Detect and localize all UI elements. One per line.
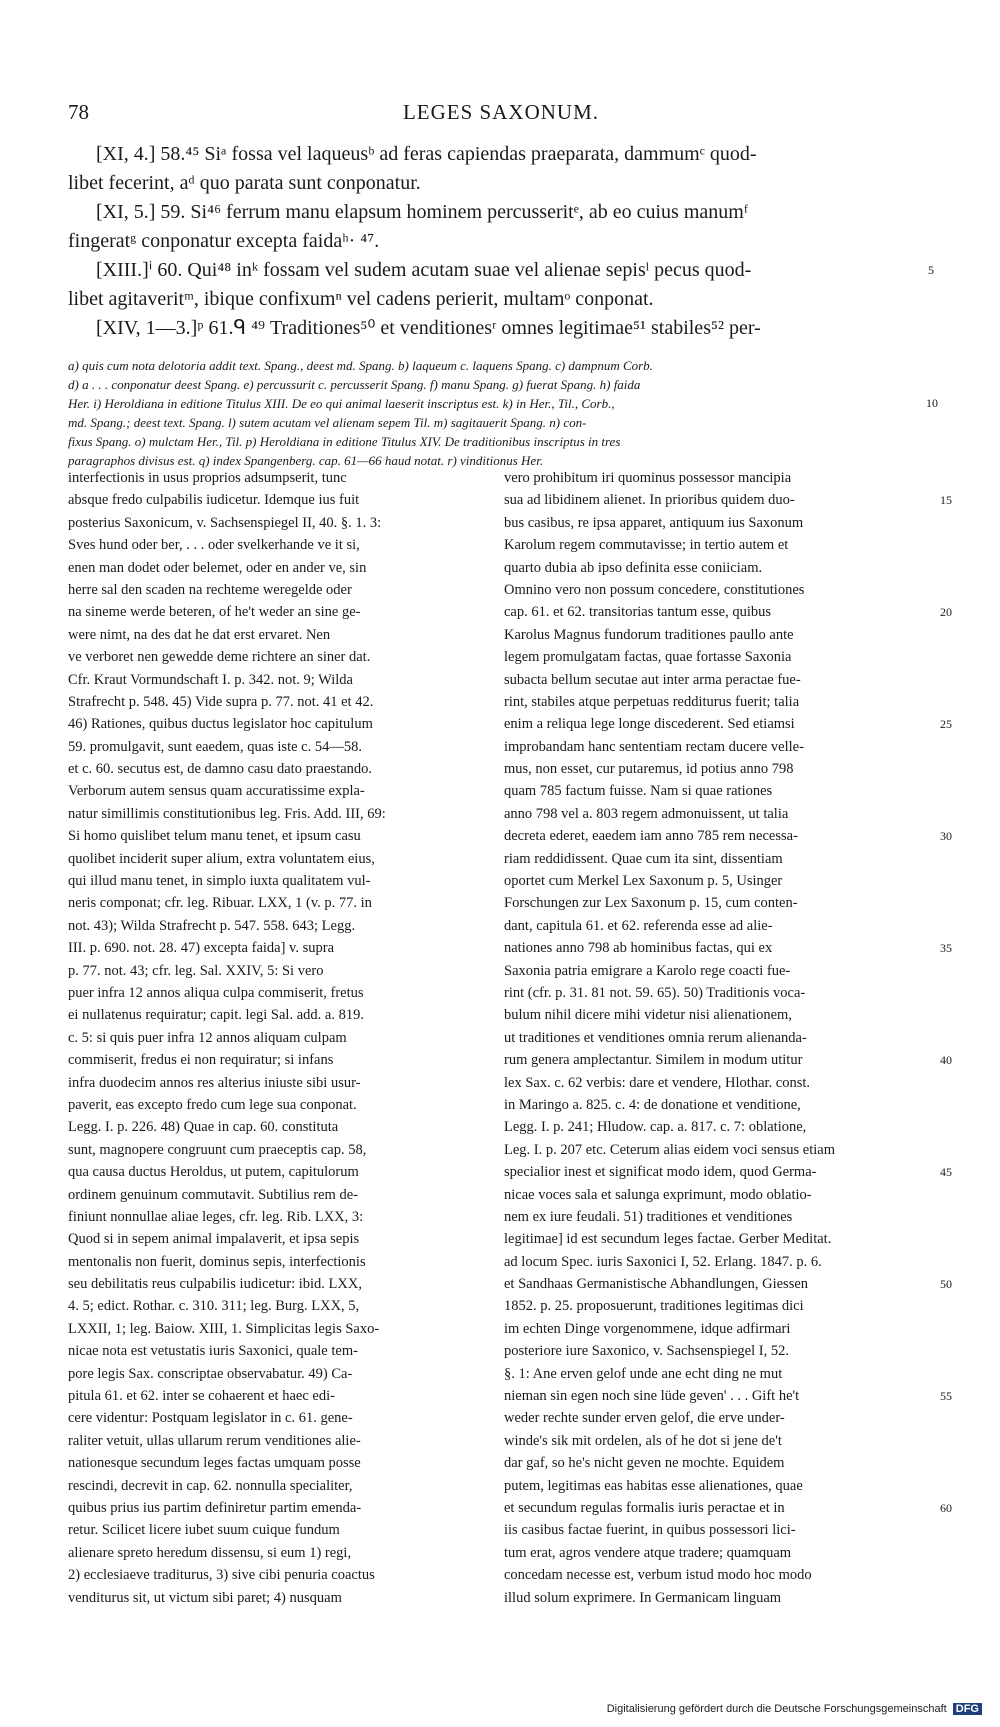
right-column-line — [504, 825, 952, 847]
left-column-line-text: quibus prius ius partim definiretur partim emenda- — [68, 1499, 362, 1516]
law-line-text: libet agitaveritᵐ, ibique confixumⁿ vel cadens perierit, multamᵒ conponat. — [68, 288, 654, 310]
right-column-line — [504, 1094, 924, 1116]
right-column-line-text: subacta bellum secutae aut inter arma peractae fue- — [504, 671, 801, 688]
left-column-line — [68, 1251, 488, 1273]
left-column-line-text: rescindi, decrevit in cap. 62. nonnulla specialiter, — [68, 1477, 353, 1494]
right-column-line — [504, 1542, 924, 1564]
law-line — [68, 140, 934, 169]
left-column-line-text: pore legis Sax. conscriptae observabatur. 49) Ca- — [68, 1365, 353, 1382]
right-column-line — [504, 1027, 924, 1049]
left-column-line-text: p. 77. not. 43; cfr. leg. Sal. XXIV, 5: Si vero — [68, 962, 324, 979]
left-column-line-text: III. p. 690. not. 28. 47) excepta faida] v. supra — [68, 940, 335, 957]
left-column-line — [68, 982, 488, 1004]
right-column-line-text: bulum nihil dicere mihi videtur nisi alienationem, — [504, 1007, 792, 1024]
right-column-line-text: rint (cfr. p. 31. 81 not. 59. 65). 50) Traditionis voca- — [504, 984, 806, 1001]
left-column-line-text: enen man dodet oder belemet, oder en ander ve, sin — [68, 559, 367, 576]
left-column-line-text: not. 43); Wilda Strafrecht p. 547. 558. 643; Legg. — [68, 917, 356, 934]
left-column-line — [68, 1139, 488, 1161]
left-column-line — [68, 1497, 488, 1519]
right-column-line — [504, 1116, 924, 1138]
left-column-line-text: LXXII, 1; leg. Baiow. XIII, 1. Simplicitas legis Saxo- — [68, 1320, 380, 1337]
right-column-line — [504, 1497, 952, 1519]
line-number: 30 — [940, 829, 952, 844]
left-column-line — [68, 848, 488, 870]
right-column-line-text: sua ad libidinem alienet. In prioribus quidem duo- — [504, 492, 795, 509]
left-column-line-text: 59. promulgavit, sunt eaedem, quas iste c. 54—58. — [68, 738, 362, 755]
left-column-line-text: mentonalis non fuerit, dominus sepis, interfectionis — [68, 1253, 366, 1270]
left-column-line — [68, 1407, 488, 1429]
law-line — [68, 314, 934, 343]
left-column-line — [68, 669, 488, 691]
left-column-line — [68, 1004, 488, 1026]
left-column-line — [68, 646, 488, 668]
line-number: 50 — [940, 1277, 952, 1292]
right-column-line — [504, 780, 924, 802]
right-column-line-text: im echten Dinge vorgenommene, idque adfirmari — [504, 1320, 791, 1337]
right-column-line-text: cap. 61. et 62. transitorias tantum esse, quibus — [504, 604, 771, 621]
left-column-line-text: nicae nota est vetustatis iuris Saxonici, quale tem- — [68, 1343, 358, 1360]
line-number: 60 — [940, 1500, 952, 1515]
right-column-line-text: quarto dubia ab ipso definita esse coniiciam. — [504, 559, 763, 576]
right-column-line — [504, 713, 952, 735]
left-column-line — [68, 1363, 488, 1385]
left-column-line-text: ve verboret nen gewedde deme richtere an siner dat. — [68, 649, 371, 666]
left-column-line-text: alienare spreto heredum dissensu, si eum 1) regi, — [68, 1544, 352, 1561]
right-column-line — [504, 1184, 924, 1206]
left-column-line — [68, 892, 488, 914]
line-number: 20 — [940, 605, 952, 620]
law-line-text: [XI, 5.] 59. Si⁴⁶ ferrum manu elapsum hominem percusseritᵉ, ab eo cuius manumᶠ — [96, 201, 748, 223]
right-column-line-text: nieman sin egen noch sine lüde geven' . . . Gift he't — [504, 1388, 800, 1405]
left-column-line-text: natur simillimis constitutionibus leg. Fris. Add. III, 69: — [68, 805, 386, 822]
right-column-line-text: nem ex iure feudali. 51) traditiones et venditiones — [504, 1208, 793, 1225]
left-column-line — [68, 937, 488, 959]
right-column-line — [504, 1049, 952, 1071]
right-column-line-text: Omnino vero non possum concedere, constitutiones — [504, 581, 805, 598]
right-column-line — [504, 1564, 924, 1586]
line-number: 5 — [928, 263, 934, 277]
left-column-line — [68, 1587, 488, 1609]
left-column-line — [68, 803, 488, 825]
right-column-line-text: improbandam hanc sententiam rectam ducere velle- — [504, 738, 804, 755]
left-column-line-text: 46) Rationes, quibus ductus legislator hoc capitulum — [68, 716, 373, 733]
left-column-line — [68, 1519, 488, 1541]
left-column-line — [68, 1295, 488, 1317]
left-column-line — [68, 1430, 488, 1452]
left-column-line — [68, 1564, 488, 1586]
law-line — [68, 285, 934, 314]
right-column-line — [504, 1452, 924, 1474]
left-column-line — [68, 1228, 488, 1250]
right-column-line-text: anno 798 vel a. 803 regem admonuissent, ut talia — [504, 805, 789, 822]
right-column-line — [504, 1519, 924, 1541]
line-number: 40 — [940, 1053, 952, 1068]
right-column-line-text: oportet cum Merkel Lex Saxonum p. 5, Usinger — [504, 873, 783, 890]
right-column-line — [504, 691, 924, 713]
right-column-line-text: iis casibus factae fuerint, in quibus possessori lici- — [504, 1522, 796, 1539]
right-column-line — [504, 1363, 924, 1385]
right-column-line-text: Legg. I. p. 241; Hludow. cap. a. 817. c. 7: oblatione, — [504, 1119, 807, 1136]
law-text-block — [68, 140, 934, 343]
right-column-line-text: Karolum regem commutavisse; in tertio autem et — [504, 537, 789, 554]
left-column-line-text: raliter vetuit, ullas ullarum rerum venditiones alie- — [68, 1432, 361, 1449]
left-column-line — [68, 713, 488, 735]
right-column-line — [504, 915, 924, 937]
left-column-line-text: Quod si in sepem animal impalaverit, et ipsa sepis — [68, 1231, 360, 1248]
right-column-line — [504, 937, 952, 959]
left-column-line — [68, 825, 488, 847]
right-column-line — [504, 1340, 924, 1362]
left-column-line — [68, 736, 488, 758]
left-column-line-text: finiunt nonnullae aliae leges, cfr. leg. Rib. LXX, 3: — [68, 1208, 364, 1225]
right-column-line-text: putem, legitimas eas habitas esse alienationes, quae — [504, 1477, 803, 1494]
right-column-line — [504, 1430, 924, 1452]
left-column-line — [68, 1206, 488, 1228]
right-column-line — [504, 803, 924, 825]
left-column-line — [68, 1049, 488, 1071]
left-column-line-text: qui illud manu tenet, in simplo iuxta qualitatem vul- — [68, 873, 371, 890]
law-line — [68, 198, 934, 227]
left-column-line-text: Cfr. Kraut Vormundschaft I. p. 342. not. 9; Wilda — [68, 671, 353, 688]
right-column-line — [504, 982, 924, 1004]
right-column-line — [504, 534, 924, 556]
digitization-credit — [607, 1703, 982, 1715]
left-column-line — [68, 1184, 488, 1206]
right-column-line — [504, 579, 924, 601]
left-column-line-text: c. 5: si quis puer infra 12 annos aliquam culpam — [68, 1029, 347, 1046]
left-column-line-text: seu debilitatis reus culpabilis iudicetur: ibid. LXX, — [68, 1276, 362, 1293]
right-column-line — [504, 1407, 924, 1429]
left-column-line-text: 2) ecclesiaeve traditurus, 3) sive cibi penuria coactus — [68, 1567, 375, 1584]
left-column-line — [68, 1452, 488, 1474]
credit-text: Digitalisierung gefördert durch die Deutsche Forschungsgemeinschaft — [606, 1703, 947, 1715]
apparatus-line — [68, 356, 934, 375]
left-column-line-text: commiserit, fredus ei non requiratur; si infans — [68, 1052, 334, 1069]
left-column-line — [68, 780, 488, 802]
left-column-line-text: 4. 5; edict. Rothar. c. 310. 311; leg. Burg. LXX, 5, — [68, 1298, 360, 1315]
left-column-line-text: qua causa ductus Heroldus, ut putem, capitulorum — [68, 1164, 359, 1181]
left-column-line — [68, 1116, 488, 1138]
apparatus-line — [68, 375, 934, 394]
right-column-line — [504, 1251, 924, 1273]
left-column-line — [68, 601, 488, 623]
left-column-line-text: Verborum autem sensus quam accuratissime expla- — [68, 783, 365, 800]
right-column-line-text: ad locum Spec. iuris Saxonici I, 52. Erlang. 1847. p. 6. — [504, 1253, 822, 1270]
right-column-line-text: tum erat, agros vendere atque tradere; quamquam — [504, 1544, 792, 1561]
right-column-line — [504, 960, 924, 982]
left-column-line — [68, 467, 488, 489]
left-column-line-text: were nimt, na des dat he dat erst ervaret. Nen — [68, 626, 331, 643]
left-column-line — [68, 1542, 488, 1564]
left-column-line-text: et c. 60. secutus est, de damno casu dato praestando. — [68, 761, 373, 778]
right-column-line-text: concedam necesse est, verbum istud modo hoc modo — [504, 1567, 812, 1584]
right-column-line-text: et Sandhaas Germanistische Abhandlungen, Giessen — [504, 1276, 809, 1293]
left-column-line — [68, 1318, 488, 1340]
right-column-line-text: Saxonia patria emigrare a Karolo rege coacti fue- — [504, 962, 791, 979]
apparatus-line-text: md. Spang.; deest text. Spang. l) sutem acutam vel alienam sepem Til. m) sagitauerit Spang. n) con- — [68, 415, 587, 430]
left-column-line — [68, 489, 488, 511]
left-column-line-text: infra duodecim annos res alterius iniuste sibi usur- — [68, 1074, 361, 1091]
right-column-line-text: dant, capitula 61. et 62. referenda esse ad alie- — [504, 917, 773, 934]
right-column-line-text: specialior inest et significat modo idem, quod Germa- — [504, 1164, 817, 1181]
left-column-line — [68, 1094, 488, 1116]
right-column-line — [504, 736, 924, 758]
right-column-line-text: posteriore iure Saxonico, v. Sachsenspiegel I, 52. — [504, 1343, 789, 1360]
law-line-text: fingeratᵍ conponatur excepta faidaʰ· ⁴⁷. — [68, 230, 380, 252]
law-line — [68, 227, 934, 256]
right-column-line-text: enim a reliqua lege longe discederent. Sed etiamsi — [504, 716, 795, 733]
left-column-line-text: ordinem genuinum commutavit. Subtilius rem de- — [68, 1186, 358, 1203]
line-number: 25 — [940, 717, 952, 732]
right-column-line-text: dar gaf, so he's nicht geven ne mochte. Equidem — [504, 1455, 785, 1472]
left-column-line-text: puer infra 12 annos aliqua culpa commiserit, fretus — [68, 984, 364, 1001]
right-column-line-text: in Maringo a. 825. c. 4: de donatione et venditione, — [504, 1096, 801, 1113]
law-line — [68, 169, 934, 198]
right-column-line-text: quam 785 factum fuisse. Nam si quae rationes — [504, 783, 773, 800]
apparatus-line-text: fixus Spang. o) mulctam Her., Til. p) Heroldiana in editione Titulus XIV. De traditionibus inscriptus in tres — [68, 434, 621, 449]
right-column-line — [504, 624, 924, 646]
left-column-line-text: sunt, magnopere congruunt cum praeceptis cap. 58, — [68, 1141, 367, 1158]
left-column-line — [68, 512, 488, 534]
right-column-line — [504, 1139, 924, 1161]
law-line-text: libet fecerint, aᵈ quo parata sunt conponatur. — [68, 172, 421, 194]
right-column-line — [504, 1295, 924, 1317]
right-column-line-text: §. 1: Ane erven gelof unde ane echt ding ne mut — [504, 1365, 783, 1382]
right-column-line-text: weder rechte sunder erven gelof, die erve under- — [504, 1410, 785, 1427]
left-column-line-text: Si homo quislibet telum manu tenet, et ipsum casu — [68, 828, 361, 845]
page-number: 78 — [68, 100, 89, 124]
right-column-line-text: bus casibus, re ipsa apparet, antiquum ius Saxonum — [504, 514, 804, 531]
apparatus-line-text: paragraphos divisus est. q) index Spangenberg. cap. 61—66 haud notat. r) vinditionus Her. — [68, 453, 544, 468]
left-column-line — [68, 1161, 488, 1183]
left-column-line-text: herre sal den scaden na rechteme weregelde oder — [68, 581, 352, 598]
right-column-line — [504, 1161, 952, 1183]
law-line — [68, 256, 934, 285]
line-number: 35 — [940, 941, 952, 956]
apparatus-line — [68, 413, 934, 432]
left-column-line — [68, 624, 488, 646]
right-column-line-text: Karolus Magnus fundorum traditiones paullo ante — [504, 626, 794, 643]
line-number: 45 — [940, 1165, 952, 1180]
left-column-line — [68, 870, 488, 892]
dfg-logo: DFG — [953, 1703, 982, 1715]
critical-apparatus — [68, 356, 938, 470]
left-column-line — [68, 691, 488, 713]
right-column-line-text: lex Sax. c. 62 verbis: dare et vendere, Hlothar. const. — [504, 1074, 811, 1091]
left-column-line — [68, 1475, 488, 1497]
left-column-line-text: ei nullatenus requiratur; capit. legi Sal. add. a. 819. — [68, 1007, 364, 1024]
left-column-line — [68, 534, 488, 556]
left-column-line-text: venditurus sit, ut victum sibi paret; 4) nusquam — [68, 1589, 342, 1606]
right-column-line — [504, 1273, 952, 1295]
right-column-line — [504, 1318, 924, 1340]
right-column-line — [504, 758, 924, 780]
line-number: 10 — [926, 396, 938, 410]
right-column-line-text: vero prohibitum iri quominus possessor mancipia — [504, 470, 792, 486]
right-column-line — [504, 1587, 924, 1609]
right-column-line-text: rum genera amplectantur. Similem in modum utitur — [504, 1052, 803, 1069]
left-column-line — [68, 1072, 488, 1094]
apparatus-line — [68, 394, 938, 413]
left-column-line-text: paverit, eas excepto fredo cum lege sua conponat. — [68, 1096, 357, 1113]
left-column-line-text: Legg. I. p. 226. 48) Quae in cap. 60. constituta — [68, 1119, 339, 1136]
right-column-line — [504, 1228, 924, 1250]
right-column-line-text: ut traditiones et venditiones omnia rerum alienanda- — [504, 1029, 807, 1046]
law-line-text: [XI, 4.] 58.⁴⁵ Siᵃ fossa vel laqueusᵇ ad feras capiendas praeparata, dammumᶜ quod- — [96, 143, 757, 165]
right-column-line-text: 1852. p. 25. proposuerunt, traditiones legitimas dici — [504, 1298, 804, 1315]
left-column-line — [68, 1340, 488, 1362]
left-column-line-text: interfectionis in usus proprios adsumpserit, tunc — [68, 470, 347, 486]
right-column-line — [504, 512, 924, 534]
left-column-line-text: cere videntur: Postquam legislator in c. 61. gene- — [68, 1410, 353, 1427]
commentary-right-column — [504, 467, 952, 1609]
left-column-line-text: nationesque secundum leges factas umquam posse — [68, 1455, 361, 1472]
right-column-line-text: winde's sik mit ordelen, als of he dot si jene de't — [504, 1432, 782, 1449]
left-column-line — [68, 1027, 488, 1049]
right-column-line — [504, 489, 952, 511]
left-column-line — [68, 915, 488, 937]
right-column-line-text: nicae voces sala et salunga exprimunt, modo oblatio- — [504, 1186, 812, 1203]
right-column-line — [504, 870, 924, 892]
right-column-line — [504, 557, 924, 579]
left-column-line-text: na sineme werde beteren, of he't weder an sine ge- — [68, 604, 361, 621]
left-column-line — [68, 557, 488, 579]
left-column-line-text: absque fredo culpabilis iudicetur. Idemque ius fuit — [68, 492, 360, 509]
line-number: 15 — [940, 493, 952, 508]
right-column-line — [504, 1004, 924, 1026]
left-column-line — [68, 960, 488, 982]
left-column-line-text: Strafrecht p. 548. 45) Vide supra p. 77. not. 41 et 42. — [68, 693, 374, 710]
apparatus-line-text: Her. i) Heroldiana in editione Titulus XIII. De eo qui animal laeserit inscriptus est. k) in Her., Til., Corb., — [68, 396, 615, 411]
apparatus-line-text: a) quis cum nota delotoria addit text. Spang., deest md. Spang. b) laqueum c. laquens Spang. c) dampnum Corb. — [68, 358, 653, 373]
right-column-line-text: mus, non esset, cur putaremus, id potius anno 798 — [504, 761, 794, 778]
right-column-line — [504, 1072, 924, 1094]
right-column-line-text: illud solum exprimere. In Germanicam linguam — [504, 1589, 782, 1606]
right-column-line-text: et secundum regulas formalis iuris peractae et in — [504, 1499, 785, 1516]
right-column-line-text: nationes anno 798 ab hominibus factas, qui ex — [504, 940, 773, 957]
right-column-line — [504, 646, 924, 668]
right-column-line — [504, 601, 952, 623]
left-column-line-text: Sves hund oder ber, . . . oder svelkerhande ve it si, — [68, 537, 360, 554]
apparatus-line-text: d) a . . . conponatur deest Spang. e) percussurit c. percusserit Spang. f) manu Spang. g) fuerat Spang. h) faida — [68, 377, 641, 392]
commentary-left-column — [68, 467, 488, 1609]
right-column-line-text: Leg. I. p. 207 etc. Ceterum alias eidem voci sensus etiam — [504, 1141, 835, 1158]
apparatus-line — [68, 432, 934, 451]
running-title: LEGES SAXONUM. — [402, 100, 599, 124]
left-column-line — [68, 758, 488, 780]
left-column-line-text: quolibet inciderit super alium, extra voluntatem eius, — [68, 850, 375, 867]
left-column-line-text: neris componat; cfr. leg. Ribuar. LXX, 1 (v. p. 77. in — [68, 895, 372, 912]
left-column-line — [68, 579, 488, 601]
right-column-line-text: legitimae] id est secundum leges factae. Gerber Meditat. — [504, 1231, 832, 1248]
right-column-line-text: riam reddidissent. Quae cum ita sint, dissentiam — [504, 850, 783, 867]
right-column-line-text: Forschungen zur Lex Saxonum p. 15, cum conten- — [504, 895, 798, 912]
right-column-line-text: decreta ederet, eaedem iam anno 785 rem necessa- — [504, 828, 798, 845]
law-line-text: [XIII.]ⁱ 60. Qui⁴⁸ inᵏ fossam vel sudem acutam suae vel alienae sepisˡ pecus quod- — [96, 259, 752, 281]
right-column-line — [504, 848, 924, 870]
left-column-line — [68, 1273, 488, 1295]
page-header — [68, 100, 934, 130]
right-column-line — [504, 669, 924, 691]
right-column-line — [504, 892, 924, 914]
left-column-line-text: pitula 61. et 62. inter se cohaerent et haec edi- — [68, 1388, 335, 1405]
left-column-line — [68, 1385, 488, 1407]
right-column-line — [504, 467, 924, 489]
right-column-line — [504, 1206, 924, 1228]
right-column-line-text: rint, stabiles atque perpetuas redditurus fuerit; talia — [504, 693, 800, 710]
right-column-line-text: legem promulgatam factas, quae fortasse Saxonia — [504, 649, 792, 666]
right-column-line — [504, 1475, 924, 1497]
left-column-line-text: retur. Scilicet licere iubet suum cuique fundum — [68, 1522, 340, 1539]
law-line-text: [XIV, 1—3.]ᵖ 61.ᑫ ⁴⁹ Traditiones⁵⁰ et venditionesʳ omnes legitimae⁵¹ stabiles⁵² per- — [96, 317, 761, 339]
right-column-line — [504, 1385, 952, 1407]
line-number: 55 — [940, 1389, 952, 1404]
left-column-line-text: posterius Saxonicum, v. Sachsenspiegel II, 40. §. 1. 3: — [68, 514, 382, 531]
